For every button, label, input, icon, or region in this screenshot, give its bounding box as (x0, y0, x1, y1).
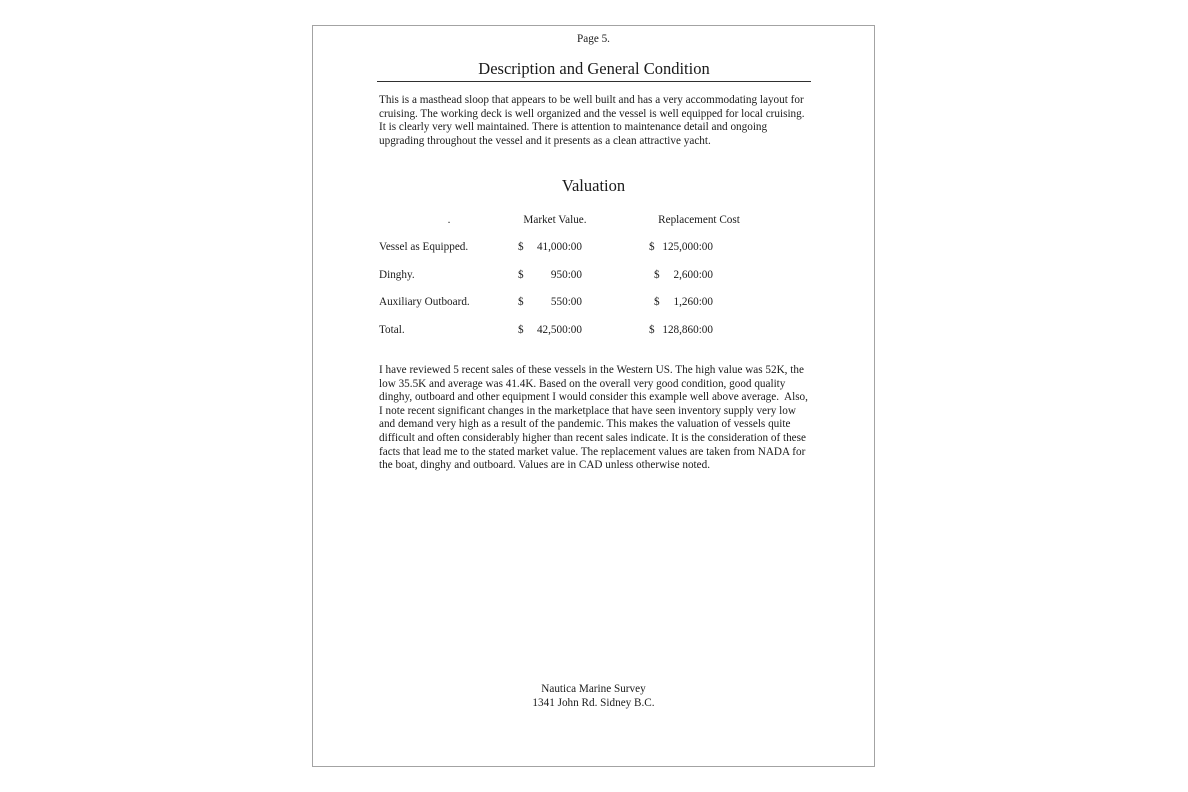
amount: 1,260:00 (673, 296, 713, 308)
market-value-cell (518, 269, 582, 282)
row-label: Total. (379, 324, 405, 336)
table-row (313, 324, 874, 338)
row-label: Dinghy. (379, 269, 415, 281)
row-label: Auxiliary Outboard. (379, 296, 470, 308)
replacement-cost-cell (649, 241, 713, 254)
footer-company: Nautica Marine Survey (541, 683, 646, 695)
amount: 42,500:00 (536, 324, 582, 336)
market-value-cell (518, 296, 582, 309)
currency-symbol: $ (649, 241, 655, 253)
amount: 550:00 (550, 296, 582, 308)
document-page (312, 25, 875, 767)
section-title-rule (377, 59, 811, 82)
amount: 125,000:00 (662, 241, 713, 253)
valuation-table-header-row (313, 214, 874, 228)
footer-address: 1341 John Rd. Sidney B.C. (532, 697, 655, 709)
analysis-paragraph: I have reviewed 5 recent sales of these vessels in the Western US. The high value was 52K, the low 35.5K and average was 41.4K. Based on the overall very good condition, good quality dinghy, outboard and other equipment I would consider this example well above average. Also, I note recent significant changes in the marketplace that have seen inventory supply very low and demand very high as a result of the pandemic. This makes the valuation of vessels quite difficult and often considerably higher than recent sales indicate. It is the consideration of these facts that lead me to the stated market value. The replacement values are taken from NADA for the boat, dinghy and outboard. Values are in CAD unless otherwise noted. (379, 364, 811, 472)
amount: 128,860:00 (662, 324, 713, 336)
row-label: Vessel as Equipped. (379, 241, 469, 253)
replacement-cost-cell (649, 296, 713, 309)
market-value-cell (518, 324, 582, 337)
amount: 41,000:00 (536, 241, 582, 253)
currency-symbol: $ (518, 269, 524, 281)
currency-symbol: $ (649, 324, 655, 336)
page-footer (313, 682, 874, 710)
section-title: Description and General Condition (478, 59, 710, 78)
market-value-cell (518, 241, 582, 254)
header-cell-market-value: Market Value. (523, 214, 587, 226)
table-row (313, 269, 874, 283)
amount: 2,600:00 (673, 269, 713, 281)
table-row (313, 296, 874, 310)
currency-symbol: $ (518, 324, 524, 336)
header-cell-item: . (447, 214, 451, 226)
valuation-heading: Valuation (561, 176, 626, 195)
table-row (313, 241, 874, 255)
replacement-cost-cell (649, 324, 713, 337)
currency-symbol: $ (654, 269, 660, 281)
currency-symbol: $ (518, 241, 524, 253)
currency-symbol: $ (654, 296, 660, 308)
currency-symbol: $ (518, 296, 524, 308)
header-cell-replacement-cost: Replacement Cost (658, 214, 740, 226)
description-paragraph: This is a masthead sloop that appears to be well built and has a very accommodating layout for cruising. The working deck is well organized and the vessel is well equipped for local cruising. It is clearly very well maintained. There is attention to maintenance detail and ongoing upgrading throughout the vessel and it presents as a clean attractive yacht. (379, 94, 808, 147)
amount: 950:00 (550, 269, 582, 281)
page-number: Page 5. (577, 33, 610, 45)
replacement-cost-cell (649, 269, 713, 282)
